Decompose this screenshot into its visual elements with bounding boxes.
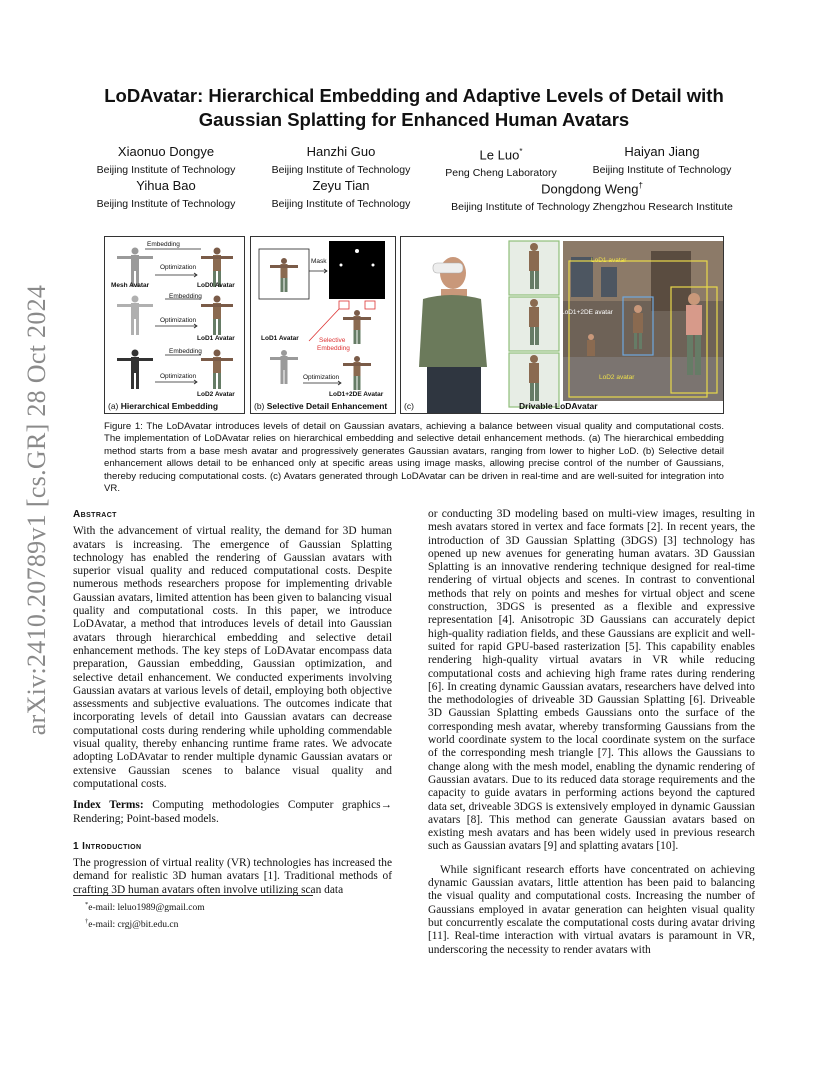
author-name: Yihua Bao xyxy=(136,178,196,193)
author-affiliation: Beijing Institute of Technology xyxy=(592,164,732,176)
author-affiliation: Beijing Institute of Technology xyxy=(271,164,411,176)
footnote: †e-mail: crgj@bit.edu.cn xyxy=(85,918,179,931)
author-affiliation: Beijing Institute of Technology Zhengzhou Research Institute xyxy=(451,201,733,214)
author-block xyxy=(76,144,256,177)
label-lod1-avatar: LoD1 avatar xyxy=(591,257,627,264)
label-mask: Mask xyxy=(311,258,327,265)
footnotes xyxy=(85,898,205,932)
paper-title xyxy=(70,84,758,132)
author-name: Zeyu Tian xyxy=(312,178,370,193)
teaser-figure xyxy=(104,236,724,414)
panel-b-caption: (b) Selective Detail Enhancement xyxy=(254,401,388,411)
label-embedding: Embedding xyxy=(147,241,180,248)
index-terms-text: Computing methodologies Computer graphics→ Rendering; Point-based models. xyxy=(73,799,392,825)
panel-a-caption: (a) Hierarchical Embedding xyxy=(108,401,219,411)
author-block xyxy=(76,178,256,211)
arxiv-identifier-text: arXiv:2410.20789v1 [cs.GR] 28 Oct 2024 xyxy=(22,284,51,736)
author-block xyxy=(251,178,431,211)
label-optimization: Optimization xyxy=(160,317,197,324)
abstract-text: With the advancement of virtual reality, the demand for 3D human avatars is increasing. The emergence of Gaussian Splatting technology has enabled the rendering of Gaussian avatars with superior visual quality and reduced computational costs. Despite numerous methods researchers propose for implementing drivable Gaussian avatars, limited attention has been given to balancing visual quality and computational costs. In this paper, we introduce LoDAvatar, a method that introduces levels of detail into Gaussian avatars through hierarchical embedding and selective detail enhancement methods. The key steps of LoDAvatar encompass data preparation, Gaussian embedding, Gaussian optimization, and selective detail enhancement. We conducted experiments involving Gaussian avatars at various levels of detail, employing both objective assessments and subjective evaluations. The outcomes indicate that incorporating levels of detail into Gaussian avatars can decrease computational costs during rendering while upholding commendable visual quality, thereby enhancing runtime frame rates. We advocate adopting LoDAvatar to render multiple dynamic Gaussian avatars or extensive Gaussian scenes to balance visual quality and computational costs. xyxy=(73,525,392,790)
figure-panel-drivable-lodavatar xyxy=(400,236,724,414)
author-block xyxy=(251,144,431,177)
author-mark: † xyxy=(638,181,643,190)
figure-panel-selective-detail-enhancement xyxy=(250,236,396,414)
label-optimization: Optimization xyxy=(160,373,197,380)
paper-title-line-1: LoDAvatar: Hierarchical Embedding and Adaptive Levels of Detail with xyxy=(104,85,724,106)
label-lod0-avatar: LoD0 Avatar xyxy=(197,282,235,289)
author-name: Xiaonuo Dongye xyxy=(117,144,215,159)
label-optimization: Optimization xyxy=(160,264,197,271)
author-name: Dongdong Weng† xyxy=(541,181,643,197)
index-terms-label: Index Terms: xyxy=(73,799,144,812)
abstract-heading: Abstract xyxy=(73,509,117,520)
author-mark: * xyxy=(519,147,523,156)
left-column xyxy=(73,508,392,897)
author-name: Le Luo* xyxy=(479,147,523,163)
author-block xyxy=(572,144,752,177)
body-paragraph: While significant research efforts have concentrated on achieving dynamic Gaussian avatars, little attention has been paid to balancing the visual quality and computational costs. Increasing the number of Gaussians employed in avatar generation can heighten visual quality but concurrently escalate the computational costs during avatar driving [11]. Real-time interaction with virtual avatars is paramount in VR, underscoring the necessity to render avatars with xyxy=(428,863,755,956)
label-lod2-avatar: LoD2 Avatar xyxy=(197,391,235,398)
author-affiliation: Beijing Institute of Technology xyxy=(271,198,411,210)
footnote: *e-mail: leluo1989@gmail.com xyxy=(85,901,205,914)
label-mesh-avatar: Mesh Avatar xyxy=(111,282,150,289)
right-column xyxy=(428,508,755,957)
label-optimization: Optimization xyxy=(303,374,340,381)
arxiv-identifier-stamp xyxy=(22,284,52,736)
label-selective-embedding: Embedding xyxy=(317,345,350,352)
body-paragraph: or conducting 3D modeling based on multi-view images, resulting in mesh avatars stored in vertex and face formats [2]. In recent years, the introduction of 3D Gaussian Splatting (3DGS) [3] technology has opened up new avenues for generating human avatars. 3D Gaussian Splatting is an innovative rendering technique designed for real-time rendering of virtual objects and scenes. In contrast to conventional methods that rely on points and meshes for virtual object and scene construction, 3DGS is presented as a flexible and expressive representation [4]. Anisotropic 3D Gaussians can accurately depict high-quality radiation fields, and these Gaussians are explicit and well-suited for rapid GPU-based rasterization [5]. This capability enables rendering high-quality virtual avatars in VR while reducing computational costs and achieving high frame rates during rendering [6]. In creating dynamic Gaussian avatars, researchers have delved into the methodologies of driveable 3D Gaussian Splatting [6]. Driveable 3D Gaussian Splatting embeds Gaussians onto the surface of the corresponding mesh avatar, whereby transforming Gaussians from the world coordinate system to the local coordinate system on the surface of the corresponding mesh triangle [7]. This allows the Gaussians to change along with the mesh model, enabling the dynamic rendering of Gaussian avatars. Due to its reduced data storage requirements and the capacity to guide avatars in performing actions beyond the captured data set, driveable 3DGS is extensively employed in dynamic Gaussian avatars [8]. This method can generate Gaussian avatars based on existing mesh avatars and has been widely used in previous research such as Gaussian avatars [9] and splatting avatars [10]. xyxy=(428,508,755,853)
label-lod1-2de-avatar: LoD1+2DE Avatar xyxy=(329,391,384,398)
index-terms xyxy=(73,799,392,826)
label-lod1-avatar: LoD1 Avatar xyxy=(261,335,299,342)
author-affiliation: Beijing Institute of Technology xyxy=(96,164,236,176)
label-selective: Selective xyxy=(319,337,346,344)
label-embedding: Embedding xyxy=(169,348,202,355)
label-lod1-2de-avatar: LoD1+2DE avatar xyxy=(561,309,613,316)
author-block xyxy=(411,144,591,180)
panel-c-prefix: (c) xyxy=(404,401,414,411)
panel-c-caption: Drivable LoDAvatar xyxy=(519,401,598,411)
label-lod1-avatar: LoD1 Avatar xyxy=(197,335,235,342)
introduction-text: The progression of virtual reality (VR) technologies has increased the demand for realistic 3D human avatars [1]. Traditional methods of crafting 3D human avatars often involve utilizing scan data xyxy=(73,857,392,896)
label-embedding: Embedding xyxy=(169,293,202,300)
paper-title-line-2: Gaussian Splatting for Enhanced Human Avatars xyxy=(198,109,630,130)
introduction-heading: 1 Introduction xyxy=(73,840,142,852)
label-lod2-avatar: LoD2 avatar xyxy=(599,374,635,381)
author-affiliation: Peng Cheng Laboratory xyxy=(445,167,557,180)
figure-panel-hierarchical-embedding xyxy=(104,236,245,414)
author-name: Haiyan Jiang xyxy=(624,144,700,159)
author-block xyxy=(432,178,752,214)
figure-caption: Figure 1: The LoDAvatar introduces levels of detail on Gaussian avatars, achieving a balance between visual quality and computational costs. The implementation of LoDAvatar relies on hierarchical embedding and selective detail enhancement methods. (a) The hierarchical embedding method starts from a base mesh avatar and progressively generates Gaussian avatars, ranging from lower to higher LoD. (b) Selective detail enhancement allows detail to be enhanced only at specific areas using image masks, allowing precise control of the number of Gaussians, thereby reducing computational costs. (c) Avatars generated through LoDAvatar can be driven in real-time and are well-suited for integration into VR. xyxy=(104,421,724,495)
author-affiliation: Beijing Institute of Technology xyxy=(96,198,236,210)
author-name: Hanzhi Guo xyxy=(306,144,376,159)
drivable-lodavatar-photo xyxy=(401,237,724,414)
footnote-rule xyxy=(73,895,313,896)
